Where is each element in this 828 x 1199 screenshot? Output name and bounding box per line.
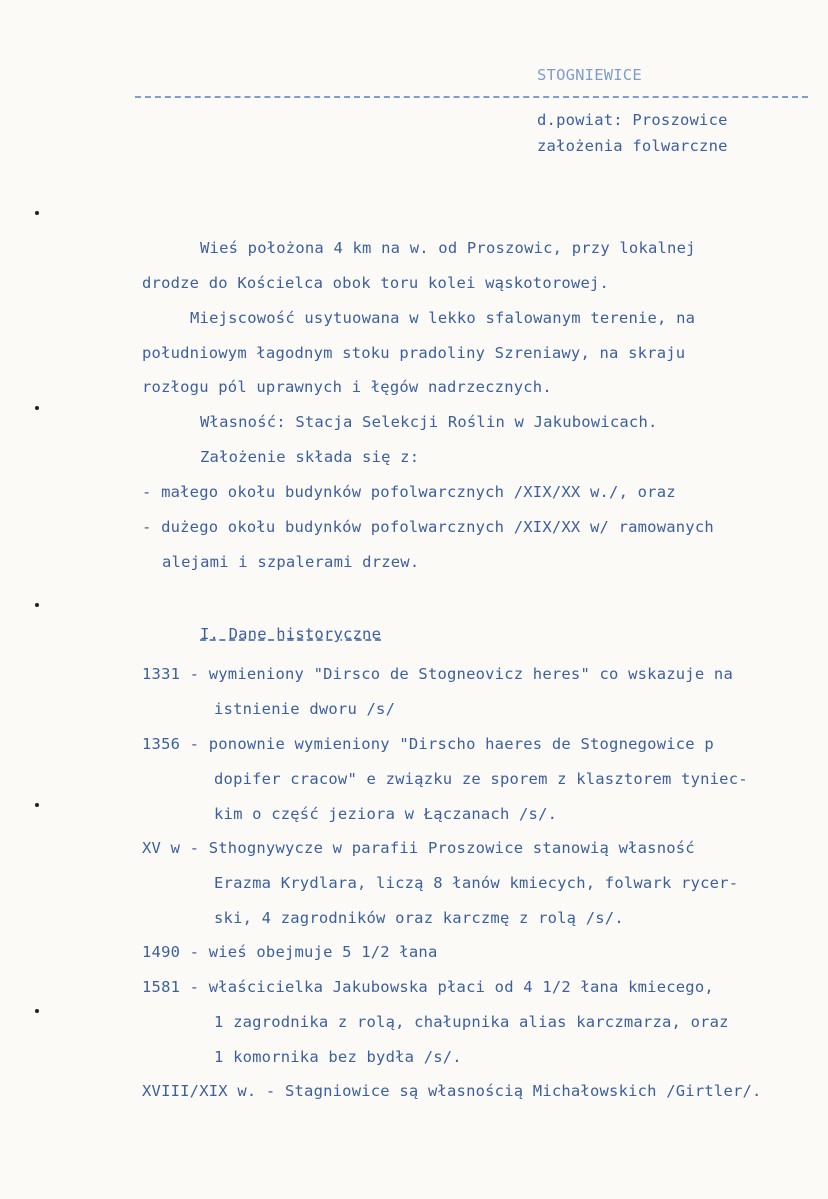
intro-line: drodze do Kościelca obok toru kolei wąskotorowej. bbox=[142, 274, 610, 292]
history-entry-continuation: Erazma Krydlara, liczą 8 łanów kmiecych, folwark rycer- bbox=[214, 874, 739, 892]
list-item: - dużego okołu budynków pofolwarcznych /XIX/XX w/ ramowanych bbox=[142, 518, 714, 536]
history-entry: 1490 - wieś obejmuje 5 1/2 łana bbox=[142, 943, 438, 961]
margin-mark bbox=[35, 603, 39, 607]
header-rule bbox=[135, 96, 808, 98]
intro-line: Miejscowość usytuowana w lekko sfalowanym terenie, na bbox=[190, 309, 696, 327]
document-title: STOGNIEWICE bbox=[537, 66, 642, 84]
history-entry: XV w - Sthognywycze w parafii Proszowice stanowią własność bbox=[142, 839, 695, 857]
history-entry-continuation: kim o część jeziora w Łączanach /s/. bbox=[214, 805, 558, 823]
ownership-line: Własność: Stacja Selekcji Roślin w Jakubowicach. bbox=[200, 413, 658, 431]
header-category: założenia folwarczne bbox=[537, 137, 728, 155]
intro-line: Wieś położona 4 km na w. od Proszowic, przy lokalnej bbox=[200, 239, 696, 257]
intro-line: rozłogu pól uprawnych i łęgów nadrzecznych. bbox=[142, 378, 552, 396]
section-heading: I. Dane historyczne bbox=[200, 625, 382, 643]
list-item: - małego okołu budynków pofolwarcznych /XIX/XX w./, oraz bbox=[142, 483, 676, 501]
history-entry-continuation: istnienie dworu /s/ bbox=[214, 700, 396, 718]
margin-mark bbox=[35, 1009, 39, 1013]
margin-mark bbox=[35, 406, 39, 410]
intro-line: Założenie składa się z: bbox=[200, 448, 420, 466]
history-entry-continuation: dopifer cracow" e związku ze sporem z klasztorem tyniec- bbox=[214, 770, 748, 788]
history-entry: 1581 - właścicielka Jakubowska płaci od 4 1/2 łana kmiecego, bbox=[142, 978, 714, 996]
history-entry: 1331 - wymieniony "Dirsco de Stogneovicz heres" co wskazuje na bbox=[142, 665, 733, 683]
header-district: d.powiat: Proszowice bbox=[537, 111, 728, 129]
history-entry-continuation: ski, 4 zagrodników oraz karczmę z rolą /s/. bbox=[214, 909, 624, 927]
history-entry-continuation: 1 komornika bez bydła /s/. bbox=[214, 1048, 462, 1066]
history-entry-continuation: 1 zagrodnika z rolą, chałupnika alias karczmarza, oraz bbox=[214, 1013, 729, 1031]
margin-mark bbox=[35, 803, 39, 807]
intro-line: południowym łagodnym stoku pradoliny Szreniawy, na skraju bbox=[142, 344, 686, 362]
list-item-continuation: alejami i szpalerami drzew. bbox=[162, 553, 420, 571]
margin-mark bbox=[35, 211, 39, 215]
history-entry: XVIII/XIX w. - Stagniowice są własnością Michałowskich /Girtler/. bbox=[142, 1082, 762, 1100]
history-entry: 1356 - ponownie wymieniony "Dirscho haeres de Stognegowice p bbox=[142, 735, 714, 753]
